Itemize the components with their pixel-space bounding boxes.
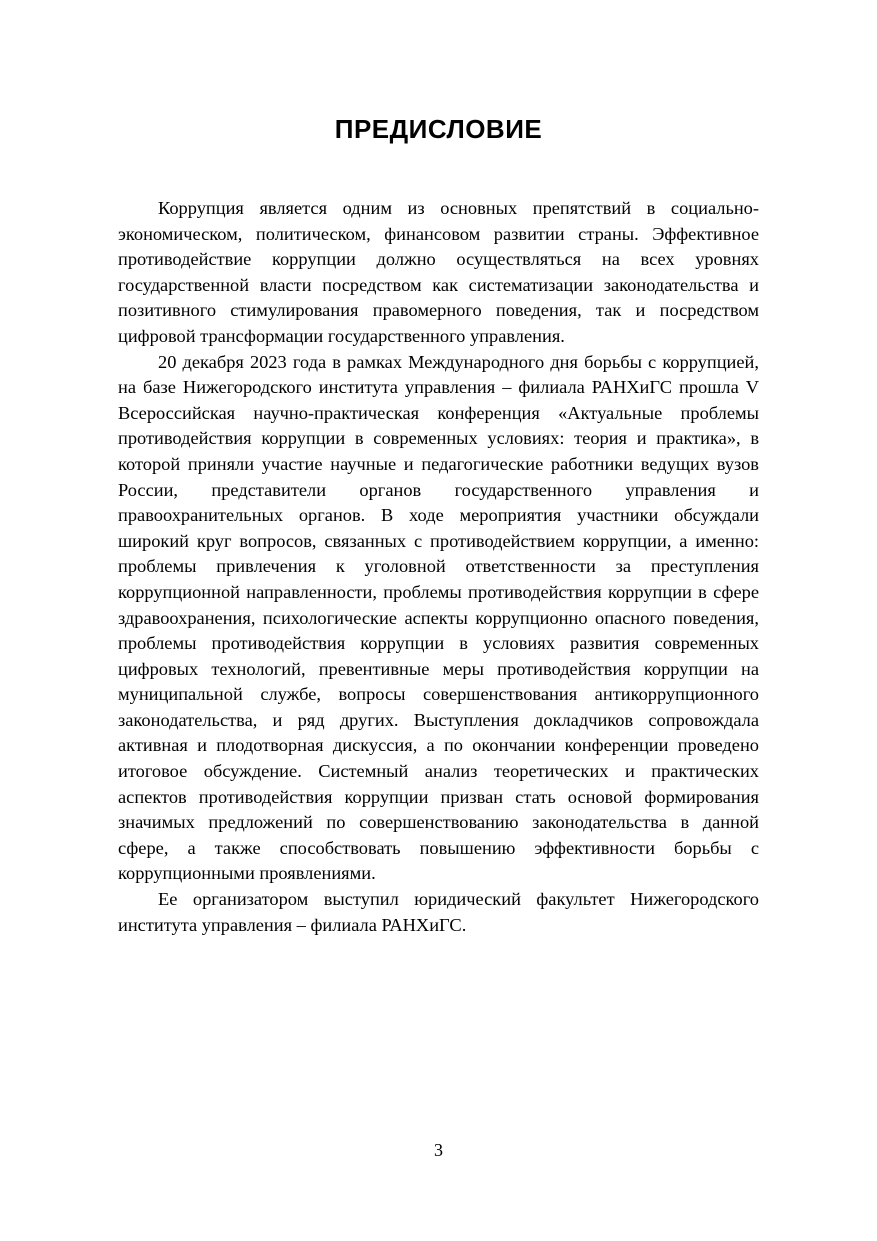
page-title: ПРЕДИСЛОВИЕ [334, 114, 543, 144]
paragraph-2: 20 декабря 2023 года в рамках Международного дня борьбы с коррупцией, на базе Нижегородского института управления – филиала РАНХиГС прошла V Всероссийская научно-практическая конференция «Актуальные проблемы противодействия коррупции в современных условиях: теория и практика», в которой приняли участие научные и педагогические работники ведущих вузов России, представители органов государственного управления и правоохранительных органов. В ходе мероприятия участники обсуждали широкий круг вопросов, связанных с противодействием коррупции, а именно: проблемы привлечения к уголовной ответственности за преступления коррупционной направленности, проблемы противодействия коррупции в сфере здравоохранения, психологические аспекты коррупционно опасного поведения, проблемы противодействия коррупции в условиях развития современных цифровых технологий, превентивные меры противодействия коррупции на муниципальной службе, вопросы совершенствования антикоррупционного законодательства, и ряд других. Выступления докладчиков сопровождала активная и плодотворная дискуссия, а по окончании конференции проведено итоговое обсуждение. Системный анализ теоретических и практических аспектов противодействия коррупции призван стать основой формирования значимых предложений по совершенствованию законодательства в данной сфере, а также способствовать повышению эффективности борьбы с коррупционными проявлениями. [118, 351, 759, 884]
paragraph-1: Коррупция является одним из основных препятствий в социально-экономическом, политическом, финансовом развитии страны. Эффективное противодействие коррупции должно осуществляться на всех уровнях государственной власти посредством как систематизации законодательства и позитивного стимулирования правомерного поведения, так и посредством цифровой трансформации государственного управления. [118, 198, 759, 346]
page-number: 3 [434, 1140, 443, 1160]
paragraph-3: Ее организатором выступил юридический факультет Нижегородского института управления – филиала РАНХиГС. [118, 889, 759, 935]
body-text [118, 196, 759, 938]
